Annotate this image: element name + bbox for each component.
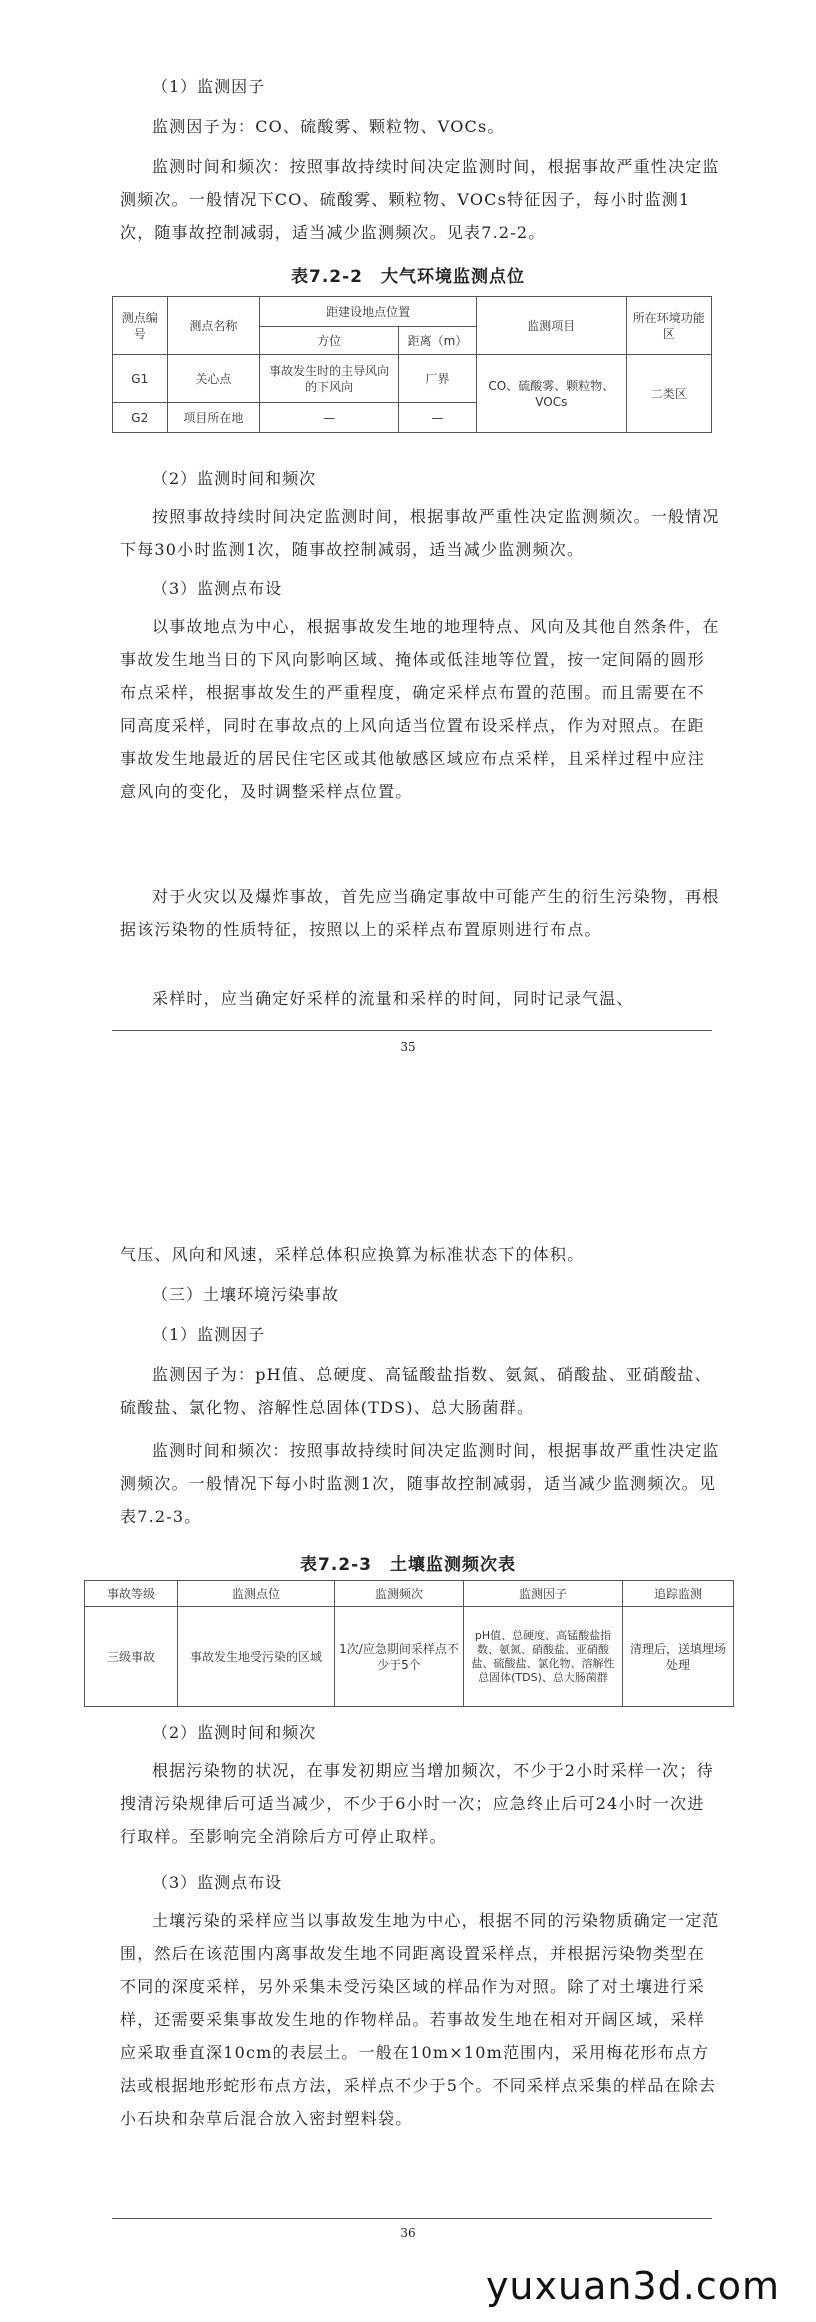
page-number: 36	[400, 2226, 416, 2240]
header-tracking: 追踪监测	[623, 1581, 734, 1607]
cell-level: 三级事故	[85, 1607, 178, 1707]
header-items: 监测项目	[477, 297, 627, 355]
paragraph-time-frequency: 监测时间和频次：按照事故持续时间决定监测时间，根据事故严重性决定监测频次。一般情况下CO、硫酸雾、颗粒物、VOCs特征因子，每小时监测1次，随事故控制减弱，适当减少监测频次。见表7.2-2。	[120, 157, 720, 242]
cell-items: CO、硫酸雾、颗粒物、VOCs	[477, 355, 627, 433]
cell-point: 事故发生地受污染的区域	[178, 1607, 335, 1707]
paragraph-factors: 监测因子为：CO、硫酸雾、颗粒物、VOCs。	[152, 117, 505, 136]
paragraph-continued: 气压、风向和风速，采样总体积应换算为标准状态下的体积。	[120, 1245, 585, 1264]
table-caption: 表7.2-3 土壤监测频次表	[300, 1555, 516, 1575]
header-point: 监测点位	[178, 1581, 335, 1607]
paragraph-sampling: 采样时，应当确定好采样的流量和采样的时间，同时记录气温、	[152, 989, 634, 1008]
cell-id: G1	[113, 355, 168, 403]
watermark-text: yuxuan3d.com	[485, 2264, 780, 2308]
cell-factors: pH值、总硬度、高锰酸盐指数、氨氮、硝酸盐、亚硝酸盐、硫酸盐、氯化物、溶解性总固体(TDS)、总大肠菌群	[464, 1607, 623, 1707]
heading-time-frequency: （2）监测时间和频次	[152, 469, 317, 488]
table-row	[113, 355, 712, 403]
paragraph-fire-explosion: 对于火灾以及爆炸事故，首先应当确定事故中可能产生的衍生污染物，再根据该污染物的性质特征，按照以上的采样点布置原则进行布点。	[120, 887, 720, 939]
header-frequency: 监测频次	[335, 1581, 464, 1607]
paragraph-time-frequency-2: 按照事故持续时间决定监测时间，根据事故严重性决定监测频次。一般情况下每30小时监测1次，随事故控制减弱，适当减少监测频次。	[120, 507, 720, 559]
heading-point-layout: （3）监测点布设	[152, 1873, 283, 1892]
header-factors: 监测因子	[464, 1581, 623, 1607]
page-36	[0, 1230, 816, 2322]
soil-monitoring-table	[84, 1580, 734, 1707]
page-35	[0, 0, 816, 1060]
table-caption: 表7.2-2 大气环境监测点位	[291, 267, 525, 287]
cell-distance: 厂界	[398, 355, 476, 403]
cell-direction: 事故发生时的主导风向的下风向	[260, 355, 399, 403]
paragraph-time-frequency: 监测时间和频次：按照事故持续时间决定监测时间，根据事故严重性决定监测频次。一般情况下每小时监测1次，随事故控制减弱，适当减少监测频次。见表7.2-3。	[120, 1441, 720, 1526]
cell-zone: 二类区	[626, 355, 711, 433]
cell-direction: —	[260, 403, 399, 433]
heading-time-frequency: （2）监测时间和频次	[152, 1723, 317, 1742]
footer-rule	[112, 2218, 712, 2219]
heading-point-layout: （3）监测点布设	[152, 579, 283, 598]
heading-monitoring-factors: （1）监测因子	[152, 77, 266, 96]
cell-name: 关心点	[167, 355, 260, 403]
cell-distance: —	[398, 403, 476, 433]
paragraph-time-frequency-2: 根据污染物的状况，在事发初期应当增加频次，不少于2小时采样一次；待搜清污染规律后可适当减少，不少于6小时一次；应急终止后可24小时一次进行取样。至影响完全消除后方可停止取样。	[120, 1761, 714, 1846]
header-point-id: 测点编号	[113, 297, 168, 355]
paragraph-layout: 以事故地点为中心，根据事故发生地的地理特点、风向及其他自然条件，在事故发生地当日的下风向影响区域、掩体或低洼地等位置，按一定间隔的圆形布点采样，根据事故发生的严重程度，确定采样点布置的范围。而且需要在不同高度采样，同时在事故点的上风向适当位置布设采样点，作为对照点。在距事故发生地最近的居民住宅区或其他敏感区域应布点采样，且采样过程中应注意风向的变化，及时调整采样点位置。	[120, 617, 720, 801]
table-row	[85, 1607, 734, 1707]
header-accident-level: 事故等级	[85, 1581, 178, 1607]
page-number: 35	[400, 1040, 416, 1054]
cell-name: 项目所在地	[167, 403, 260, 433]
paragraph-factors: 监测因子为：pH值、总硬度、高锰酸盐指数、氨氮、硝酸盐、亚硝酸盐、硫酸盐、氯化物、溶解性总固体(TDS)、总大肠菌群。	[120, 1365, 712, 1417]
footer-rule	[112, 1030, 712, 1031]
header-distance: 距离（m）	[398, 327, 476, 355]
cell-id: G2	[113, 403, 168, 433]
paragraph-soil-layout: 土壤污染的采样应当以事故发生地为中心，根据不同的污染物质确定一定范围，然后在该范围内离事故发生地不同距离设置采样点，并根据污染物类型在不同的深度采样，另外采集未受污染区域的样品作为对照。除了对土壤进行采样，还需要采集事故发生地的作物样品。若事故发生地在相对开阔区域，采样应采取垂直深10cm的表层土。一般在10m×10m范围内，采用梅花形布点方法或根据地形蛇形布点方法，采样点不少于5个。不同采样点采集的样品在除去小石块和杂草后混合放入密封塑料袋。	[120, 1911, 720, 2128]
header-point-name: 测点名称	[167, 297, 260, 355]
header-distance-group: 距建设地点位置	[260, 297, 477, 327]
air-monitoring-table	[112, 296, 712, 433]
header-direction: 方位	[260, 327, 399, 355]
heading-soil-section: （三）土壤环境污染事故	[152, 1285, 340, 1304]
cell-tracking: 清理后，送填埋场处理	[623, 1607, 734, 1707]
header-zone: 所在环境功能区	[626, 297, 711, 355]
heading-monitoring-factors: （1）监测因子	[152, 1325, 266, 1344]
cell-frequency: 1次/应急期间采样点不少于5个	[335, 1607, 464, 1707]
